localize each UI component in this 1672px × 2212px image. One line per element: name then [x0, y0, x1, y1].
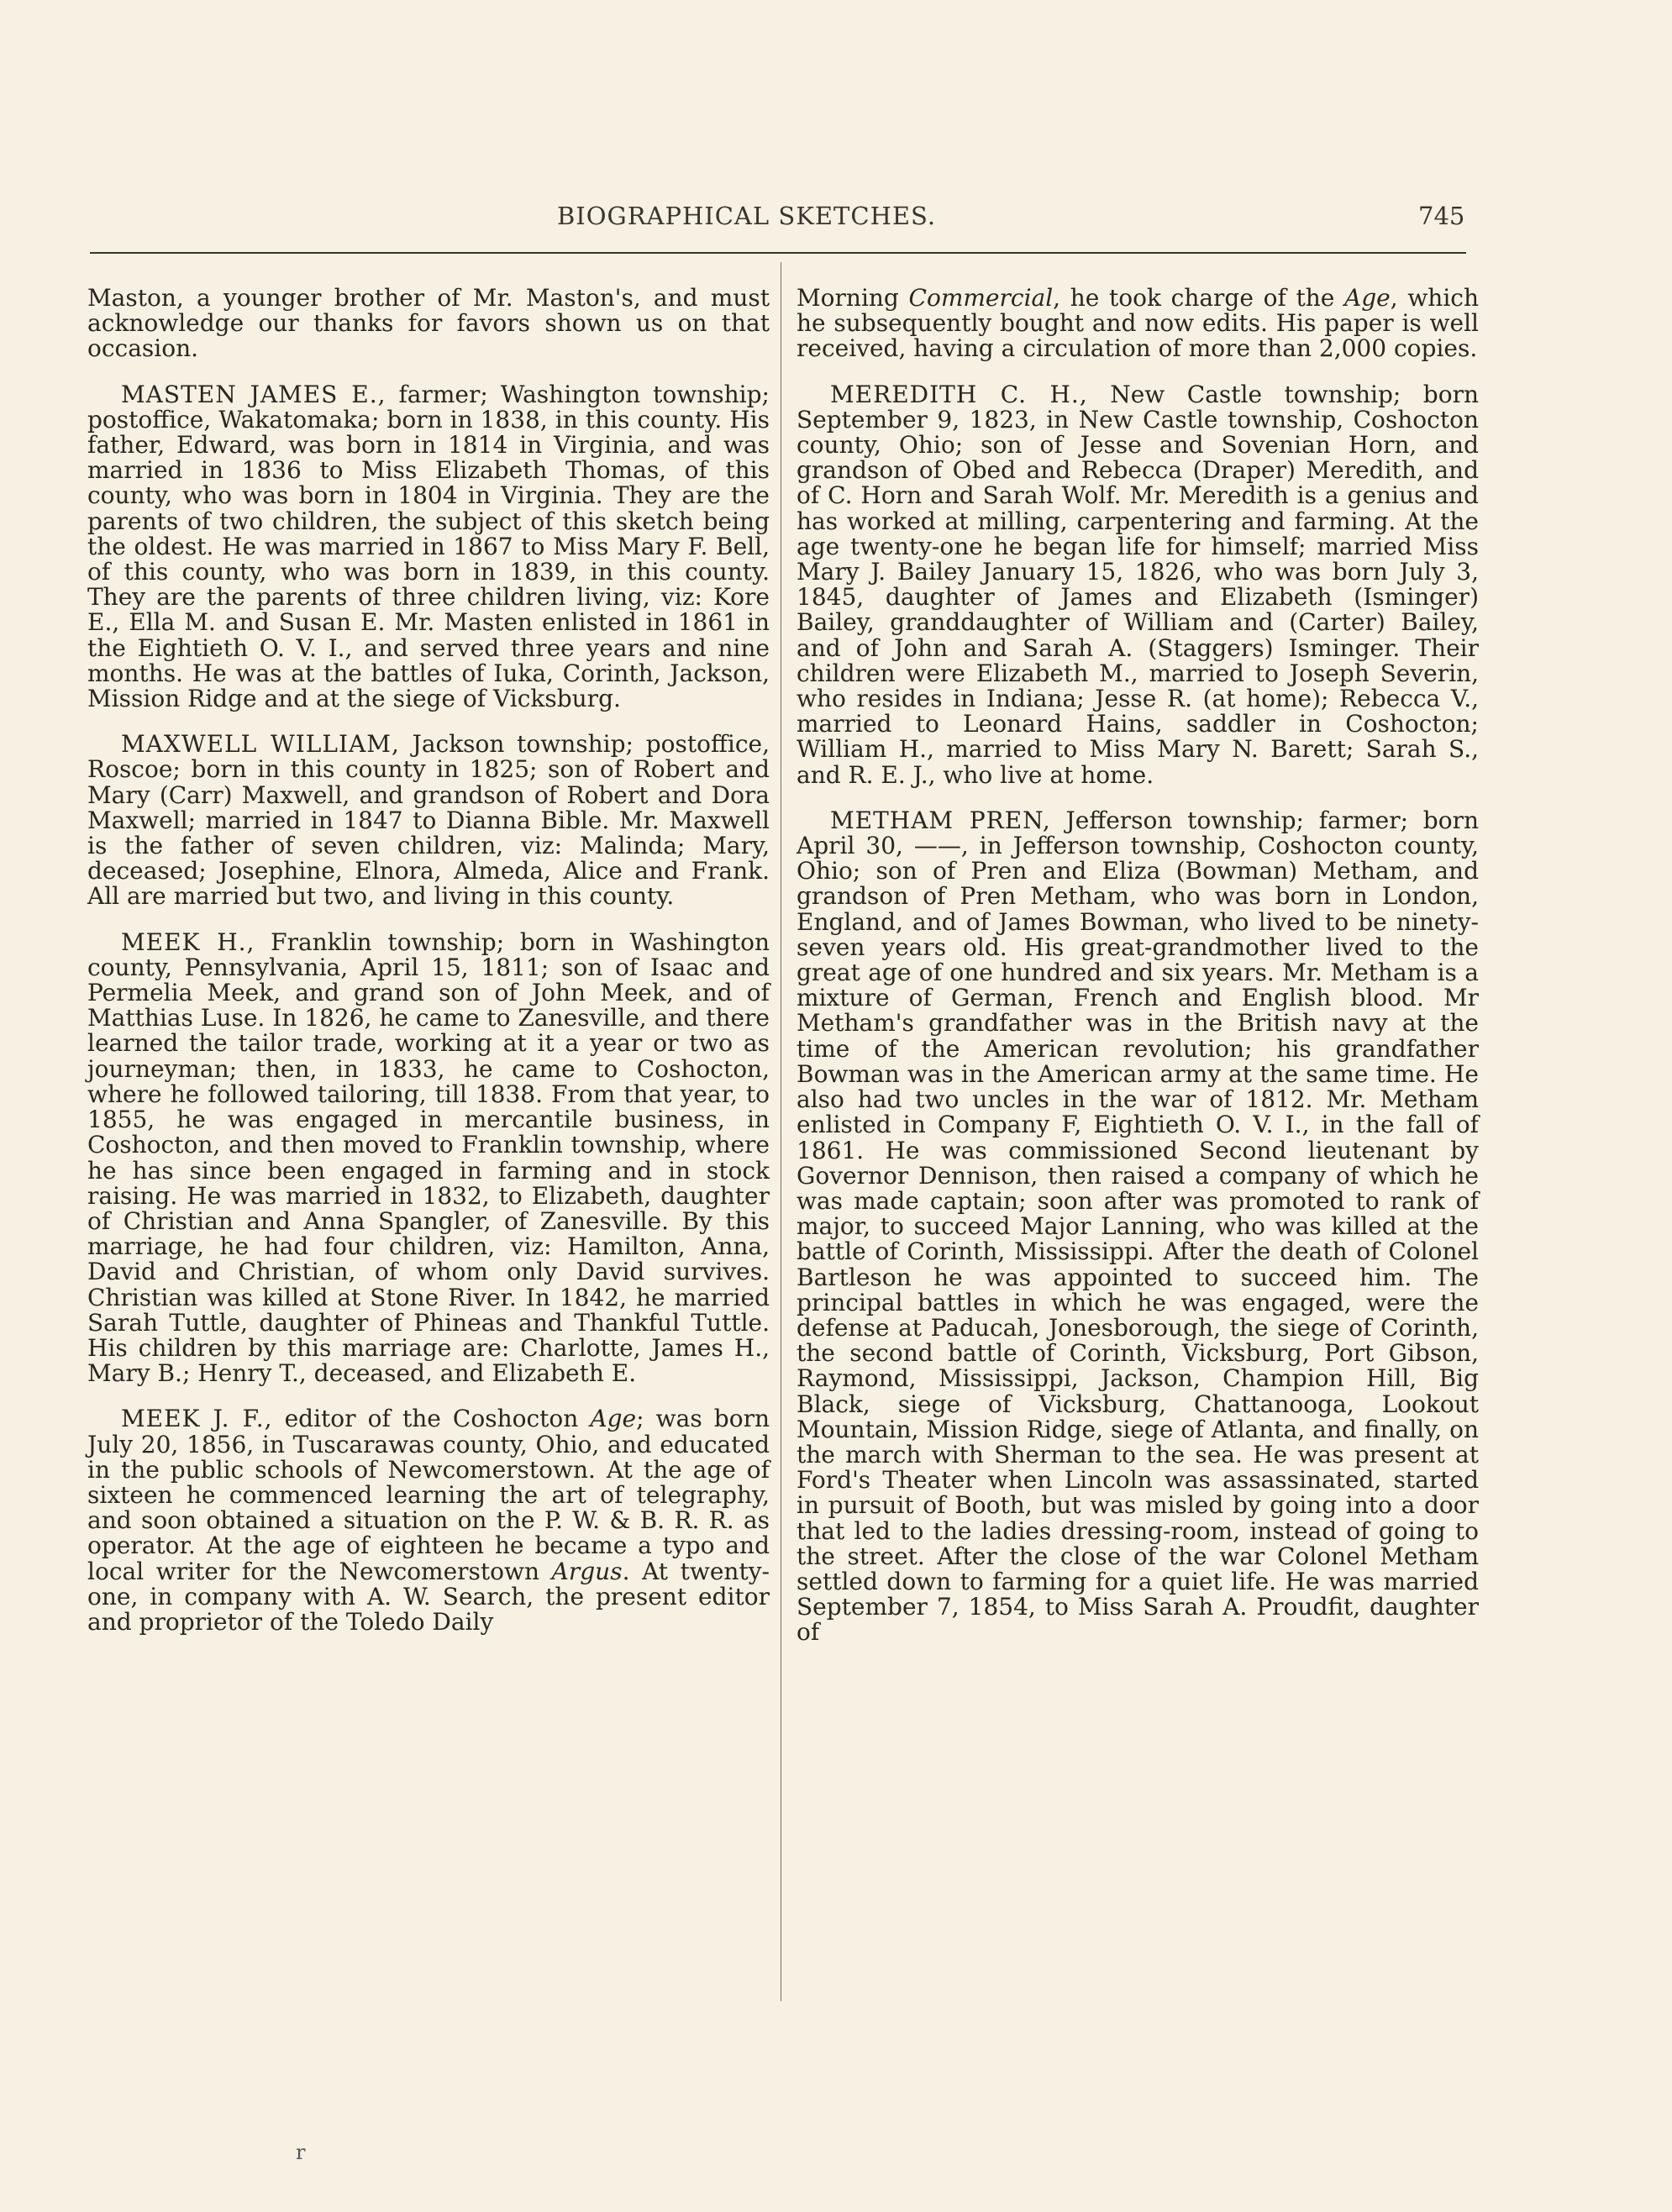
entry-name: MEEK H.,: [121, 927, 255, 956]
entry-metham: METHAM PREN, Jefferson township; farmer; born April 30, ——, in Jefferson township, Coshocton county, Ohio; son of Pren and Eliza (Bowman) Metham, and grandson of Pren Metham, who was born in London, England, and of James Bowman, who lived to be ninety-seven years old. His great-grandmother lived to the great age of one hundred and six years. Mr. Metham is a mixture of German, French and English blood. Mr Metham's grandfather was in the British navy at the time of the American revolution; his grandfather Bowman was in the American army at the same time. He also had two uncles in the war of 1812. Mr. Metham enlisted in Company F, Eightieth O. V. I., in the fall of 1861. He was commissioned Second lieutenant by Governor Dennison, then raised a company of which he was made captain; soon after was promoted to rank of major, to succeed Major Lanning, who was killed at the battle of Corinth, Mississippi. After the death of Colonel Bartleson he was appointed to succeed him. The principal battles in which he was engaged, were the defense at Paducah, Jonesborough, the siege of Corinth, the second battle of Corinth, Vicksburg, Port Gibson, Raymond, Mississippi, Jackson, Champion Hill, Big Black, siege of Vicksburg, Chattanooga, Lookout Mountain, Mission Ridge, siege of Atlanta, and finally, on the march with Sherman to the sea. He was present at Ford's Theater when Lincoln was assassinated, started in pursuit of Booth, but was misled by going into a door that led to the ladies dressing-room, instead of going to the street. After the close of the war Colonel Metham settled down to farming for a quiet life. He was married September 7, 1854, to Miss Sarah A. Proudfit, daughter of: [797, 806, 1479, 1647]
paragraph: Morning Commercial, he took charge of the Age, which he subsequently bought and now edits. His paper is well received, having a circulation of more than 2,000 copies.: [797, 284, 1479, 363]
entry-name: MAXWELL WILLIAM,: [121, 730, 400, 759]
entry-name: MEEK J. F.,: [121, 1405, 273, 1433]
left-column: [87, 286, 770, 1655]
entry-meek-jf: MEEK J. F., editor of the Coshocton Age; was born July 20, 1856, in Tuscarawas county, Ohio, and educated in the public schools of Newcomerstown. At the age of sixteen he commenced learning the art of telegraphy, and soon obtained a situation on the P. W. & B. R. R. as operator. At the age of eighteen he became a typo and local writer for the Newcomerstown Argus. At twenty-one, in company with A. W. Search, the present editor and proprietor of the Toledo Daily: [87, 1405, 770, 1636]
stray-mark: r: [296, 2141, 306, 2164]
entry-meredith: MEREDITH C. H., New Castle township; born September 9, 1823, in New Castle township, Coshocton county, Ohio; son of Jesse and Sovenian Horn, and grandson of Obed and Rebecca (Draper) Meredith, and of C. Horn and Sarah Wolf. Mr. Meredith is a genius and has worked at milling, carpentering and farming. At the age twenty-one he began life for himself; married Miss Mary J. Bailey January 15, 1826, who was born July 3, 1845, daughter of James and Elizabeth (Isminger) Bailey, granddaughter of William and (Carter) Bailey, and of John and Sarah A. (Staggers) Isminger. Their children were Elizabeth M., married to Joseph Severin, who resides in Indiana; Jesse R. (at home); Rebecca V., married to Leonard Hains, saddler in Coshocton; William H., married to Miss Mary N. Barett; Sarah S., and R. E. J., who live at home.: [797, 380, 1479, 789]
entry-name: METHAM PREN,: [830, 806, 1051, 834]
page-header: [0, 202, 1672, 235]
paragraph: Maston, a younger brother of Mr. Maston's, and must acknowledge our thanks for favors shown us on that occasion.: [87, 284, 770, 363]
page-number: 745: [1418, 202, 1465, 230]
header-rule: [90, 252, 1466, 254]
entry-name: MASTEN JAMES E.,: [121, 380, 386, 408]
entry-maxwell: MAXWELL WILLIAM, Jackson township; postoffice, Roscoe; born in this county in 1825; son of Robert and Mary (Carr) Maxwell, and grandson of Robert and Dora Maxwell; married in 1847 to Dianna Bible. Mr. Maxwell is the father of seven children, viz: Malinda; Mary, deceased; Josephine, Elnora, Almeda, Alice and Frank. All are married but two, and living in this county.: [87, 730, 770, 911]
right-column: [797, 286, 1479, 1666]
running-title: BIOGRAPHICAL SKETCHES.: [557, 202, 937, 230]
entry-name: MEREDITH C. H.,: [830, 380, 1088, 408]
entry-meek-h: MEEK H., Franklin township; born in Washington county, Pennsylvania, April 15, 1811; son of Isaac and Permelia Meek, and grand son of John Meek, and of Matthias Luse. In 1826, he came to Zanesville, and there learned the tailor trade, working at it a year or two as journeyman; then, in 1833, he came to Coshocton, where he followed tailoring, till 1838. From that year, to 1855, he was engaged in mercantile business, in Coshocton, and then moved to Franklin township, where he has since been engaged in farming and in stock raising. He was married in 1832, to Elizabeth, daughter of Christian and Anna Spangler, of Zanesville. By this marriage, he had four children, viz: Hamilton, Anna, David and Christian, of whom only David survives. Christian was killed at Stone River. In 1842, he married Sarah Tuttle, daughter of Phineas and Thankful Tuttle. His children by this marriage are: Charlotte, James H., Mary B.; Henry T., deceased, and Elizabeth E.: [87, 927, 770, 1388]
entry-masten: MASTEN JAMES E., farmer; Washington township; postoffice, Wakatomaka; born in 1838, in this county. His father, Edward, was born in 1814 in Virginia, and was married in 1836 to Miss Elizabeth Thomas, of this county, who was born in 1804 in Virginia. They are the parents of two children, the subject of this sketch being the oldest. He was married in 1867 to Miss Mary F. Bell, of this county, who was born in 1839, in this county. They are the parents of three children living, viz: Kore E., Ella M. and Susan E. Mr. Masten enlisted in 1861 in the Eightieth O. V. I., and served three years and nine months. He was at the battles of Iuka, Corinth, Jackson, Mission Ridge and at the siege of Vicksburg.: [87, 380, 770, 713]
